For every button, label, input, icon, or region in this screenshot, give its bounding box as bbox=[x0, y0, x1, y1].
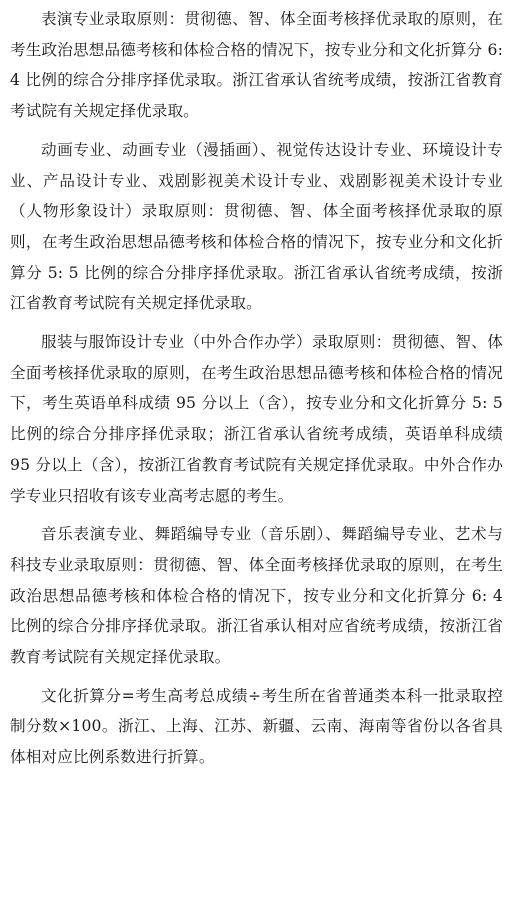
paragraph-fashion-design-admission: 服装与服饰设计专业（中外合作办学）录取原则：贯彻德、智、体全面考核择优录取的原则，在考生政治思想品德考核和体检合格的情况下，考生英语单科成绩 95 分以上（含），按专业分和文化折算分 5: 5 比例的综合分排序择优录取；浙江省承认省统考成绩，英语单科成绩 95 分以上（含），按浙江省教育考试院有关规定择优录取。中外合作办学专业只招收有该专业高考志愿的考生。 bbox=[10, 333, 503, 505]
paragraph-music-dance-admission: 音乐表演专业、舞蹈编导专业（音乐剧）、舞蹈编导专业、艺术与科技专业录取原则：贯彻德、智、体全面考核择优录取的原则，在考生政治思想品德考核和体检合格的情况下，按专业分和文化折算分 6: 4 比例的综合分排序择优录取。浙江省承认相对应省统考成绩，按浙江省教育考试院有关规定择优录取。 bbox=[10, 525, 503, 667]
paragraph-performance-admission: 表演专业录取原则：贯彻德、智、体全面考核择优录取的原则，在考生政治思想品德考核和体检合格的情况下，按专业分和文化折算分 6: 4 比例的综合分排序择优录取。浙江省承认省统考成绩，按浙江省教育考试院有关规定择优录取。 bbox=[10, 10, 503, 121]
paragraph-art-design-admission: 动画专业、动画专业（漫插画）、视觉传达设计专业、环境设计专业、产品设计专业、戏剧影视美术设计专业、戏剧影视美术设计专业（人物形象设计）录取原则：贯彻德、智、体全面考核择优录取的原则，在考生政治思想品德考核和体检合格的情况下，按专业分和文化折算分 5: 5 比例的综合分排序择优录取。浙江省承认省统考成绩，按浙江省教育考试院有关规定择优录取。 bbox=[10, 140, 503, 313]
paragraph-culture-score-formula: 文化折算分=考生高考总成绩÷考生所在省普通类本科一批录取控制分数×100。浙江、上海、江苏、新疆、云南、海南等省份以各省具体相对应比例系数进行折算。 bbox=[10, 686, 503, 767]
